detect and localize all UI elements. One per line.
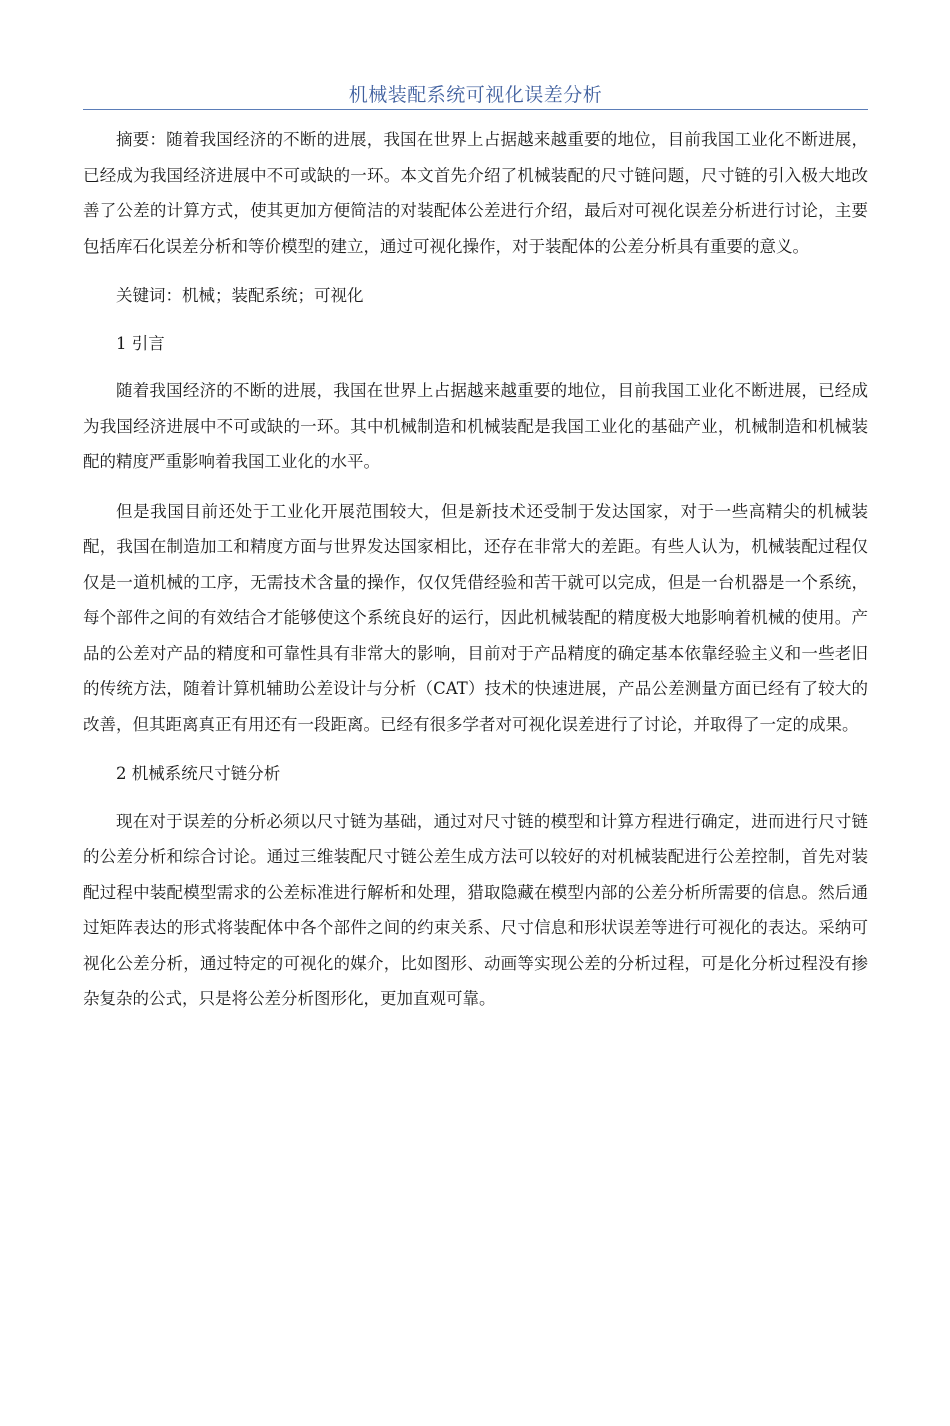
intro-paragraph-2: 但是我国目前还处于工业化开展范围较大，但是新技术还受制于发达国家，对于一些高精尖的机械装配，我国在制造加工和精度方面与世界发达国家相比，还存在非常大的差距。有些人认为，机械装配过程仅仅是一道机械的工序，无需技术含量的操作，仅仅凭借经验和苦干就可以完成，但是一台机器是一个系统，每个部件之间的有效结合才能够使这个系统良好的运行，因此机械装配的精度极大地影响着机械的使用。产品的公差对产品的精度和可靠性具有非常大的影响，目前对于产品精度的确定基本依靠经验主义和一些老旧的传统方法，随着计算机辅助公差设计与分析（CAT）技术的快速进展，产品公差测量方面已经有了较大的改善，但其距离真正有用还有一段距离。已经有很多学者对可视化误差进行了讨论，并取得了一定的成果。 bbox=[83, 501, 868, 734]
abstract-paragraph: 摘要：随着我国经济的不断的进展，我国在世界上占据越来越重要的地位，目前我国工业化不断进展，已经成为我国经济进展中不可或缺的一环。本文首先介绍了机械装配的尺寸链问题，尺寸链的引入极大地改善了公差的计算方式，使其更加方便简洁的对装配体公差进行介绍，最后对可视化误差分析进行讨论，主要包括库石化误差分析和等价模型的建立，通过可视化操作，对于装配体的公差分析具有重要的意义。 bbox=[83, 130, 868, 256]
section-heading-dimension-chain: 2 机械系统尺寸链分析 bbox=[116, 764, 281, 783]
page-header bbox=[83, 82, 868, 110]
dimension-chain-paragraph-1: 现在对于误差的分析必须以尺寸链为基础，通过对尺寸链的模型和计算方程进行确定，进而进行尺寸链的公差分析和综合讨论。通过三维装配尺寸链公差生成方法可以较好的对机械装配进行公差控制，首先对装配过程中装配模型需求的公差标准进行解析和处理，猎取隐藏在模型内部的公差分析所需要的信息。然后通过矩阵表达的形式将装配体中各个部件之间的约束关系、尺寸信息和形状误差等进行可视化的表达。采纳可视化公差分析，通过特定的可视化的媒介，比如图形、动画等实现公差的分析过程，可是化分析过程没有掺杂复杂的公式，只是将公差分析图形化，更加直观可靠。 bbox=[83, 811, 868, 1008]
document-body bbox=[83, 122, 868, 1017]
document-title: 机械装配系统可视化误差分析 bbox=[348, 84, 603, 106]
keywords-line: 关键词：机械；装配系统；可视化 bbox=[116, 286, 364, 305]
document-page bbox=[0, 82, 950, 1426]
intro-paragraph-1: 随着我国经济的不断的进展，我国在世界上占据越来越重要的地位，目前我国工业化不断进展，已经成为我国经济进展中不可或缺的一环。其中机械制造和机械装配是我国工业化的基础产业，机械制造和机械装配的精度严重影响着我国工业化的水平。 bbox=[83, 381, 868, 471]
section-heading-introduction: 1 引言 bbox=[116, 333, 165, 353]
